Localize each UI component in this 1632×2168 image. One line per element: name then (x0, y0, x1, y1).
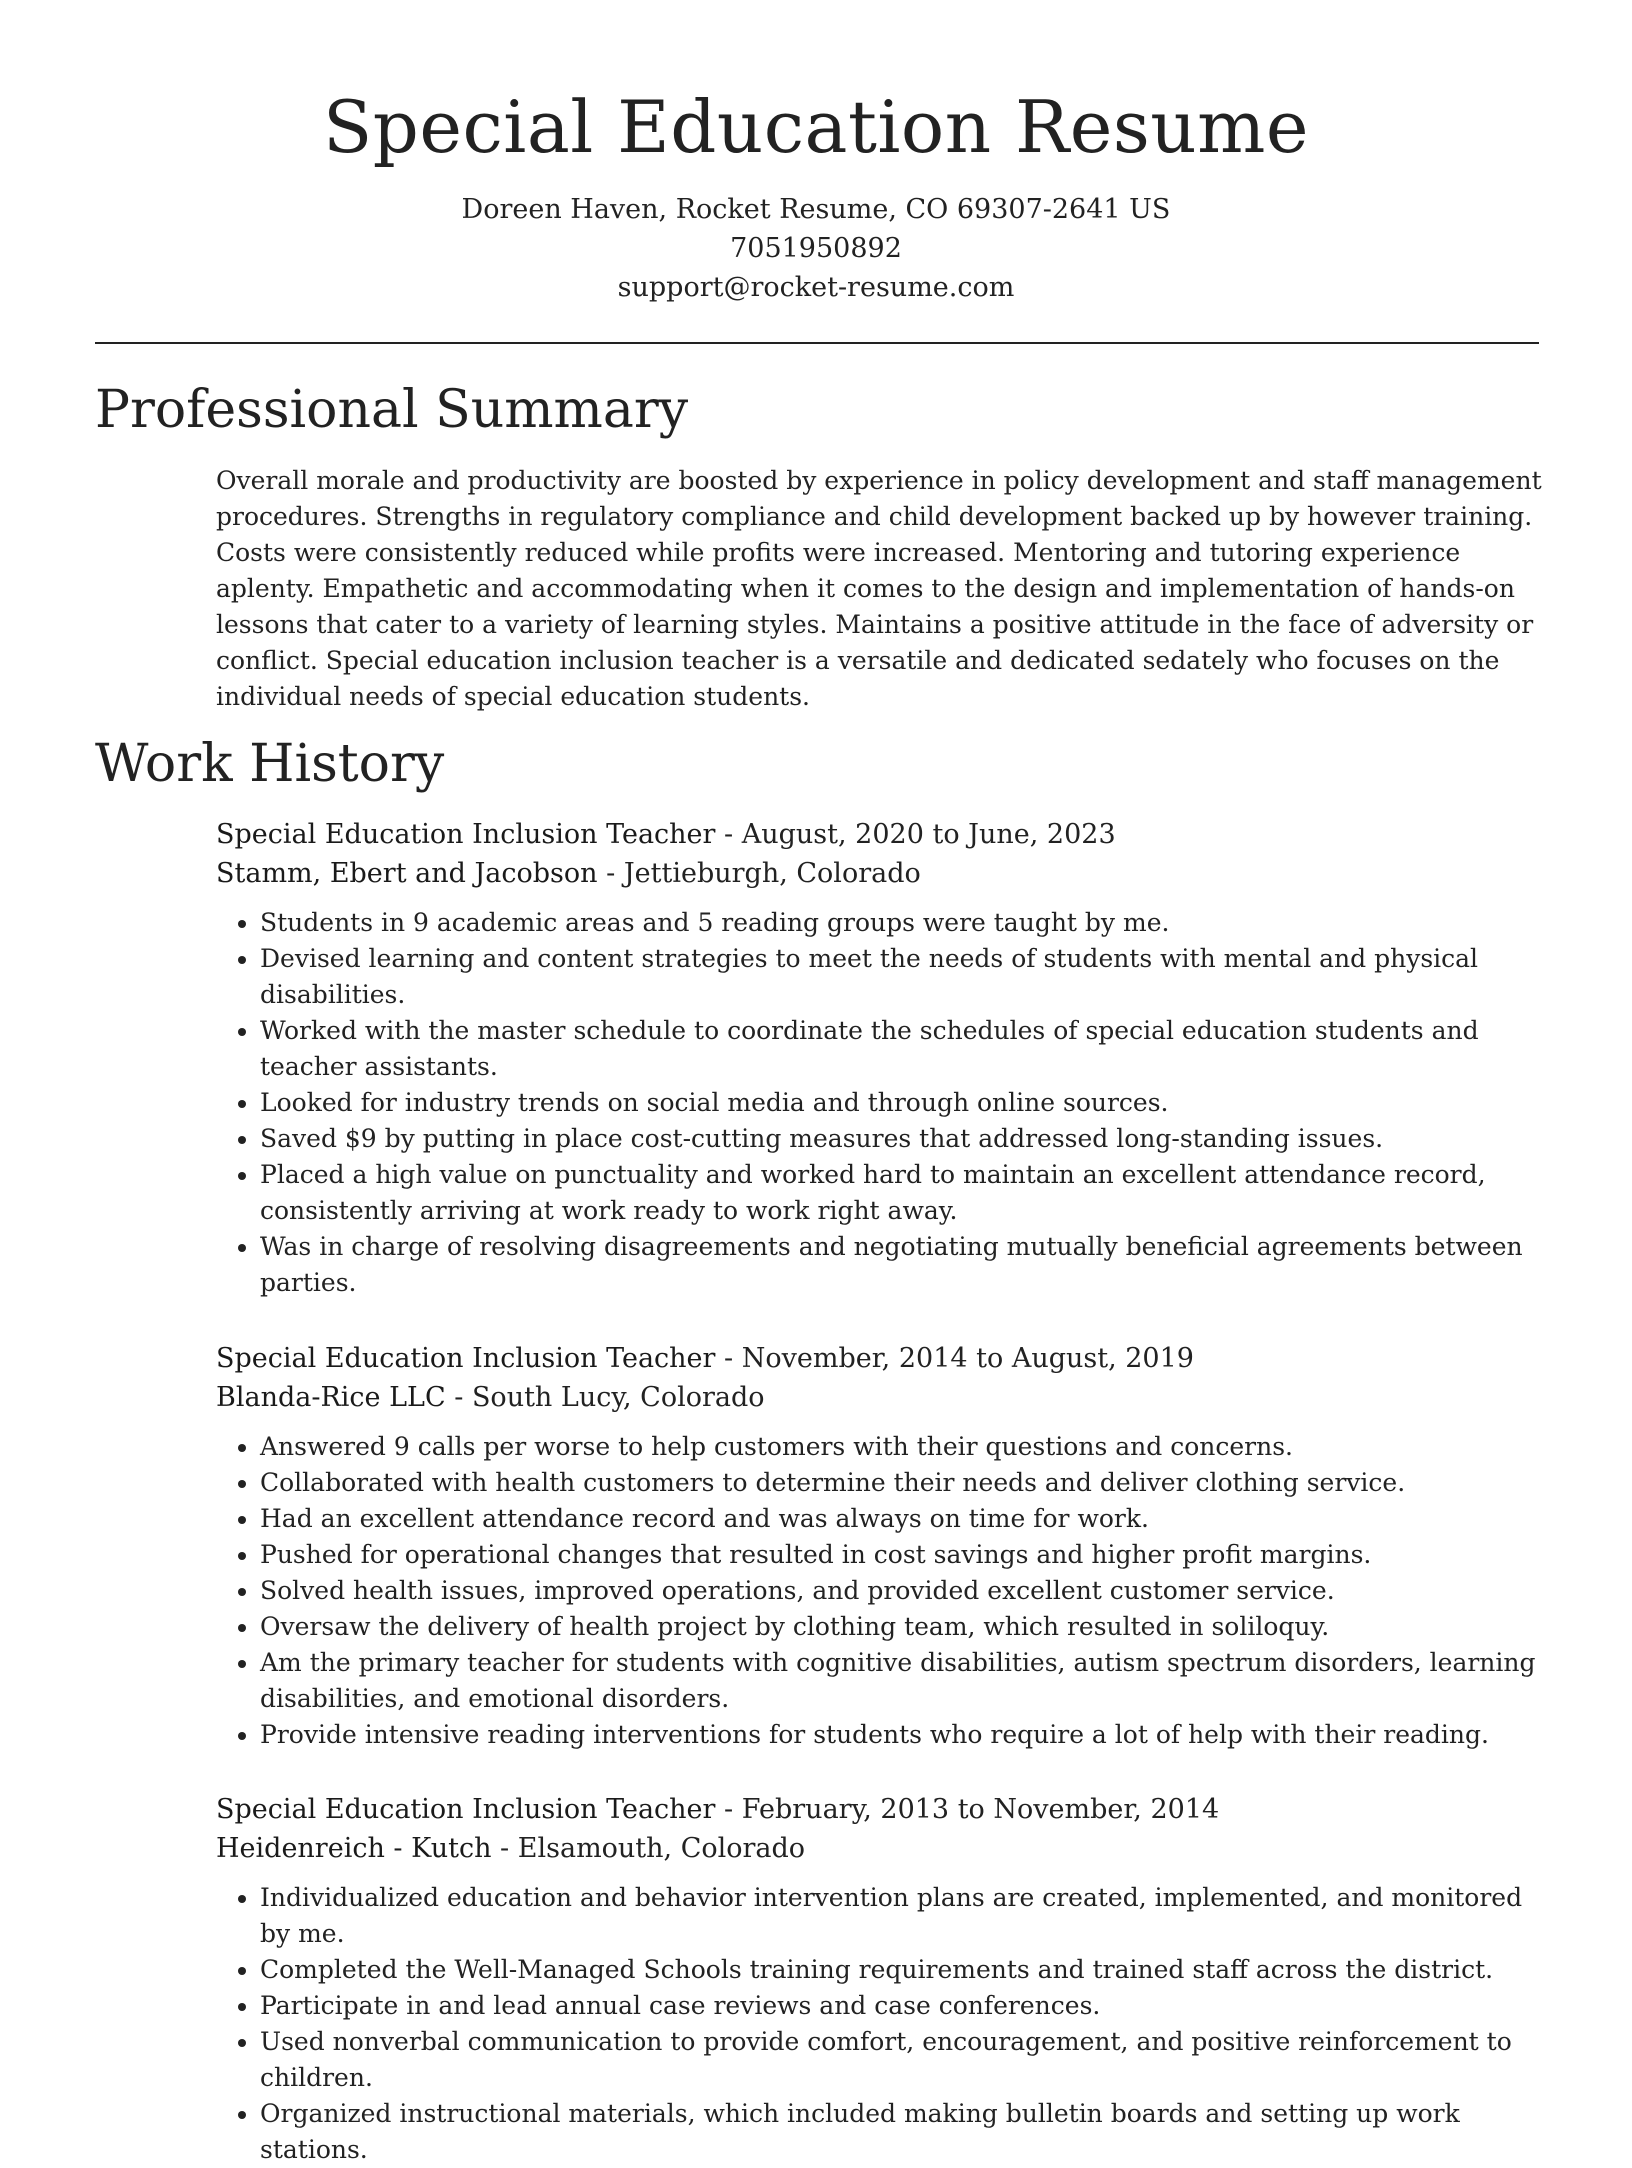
job-duties-list (216, 1429, 1542, 1753)
resume-title: Special Education Resume (322, 85, 1310, 169)
job-title: Special Education Inclusion Teacher (216, 819, 716, 850)
contact-block (0, 190, 1632, 307)
duty-item: • Organized instructional materials, which included making bulletin boards and setting up work stations. (260, 2096, 1542, 2168)
duty-item: • Was in charge of resolving disagreements and negotiating mutually beneficial agreements between parties. (260, 1229, 1542, 1301)
duty-item: • Solved health issues, improved operations, and provided excellent customer service. (260, 1573, 1542, 1609)
duty-item: • Devised learning and content strategies to meet the needs of students with mental and physical disabilities. (260, 941, 1542, 1013)
job-duties-list (216, 905, 1542, 1301)
job-title-line: Special Education Inclusion Teacher - November, 2014 to August, 2019 (216, 1343, 1194, 1374)
work-history-heading: Work History (95, 734, 445, 794)
duty-item: • Students in 9 academic areas and 5 reading groups were taught by me. (260, 905, 1542, 941)
job-company: Blanda-Rice LLC (216, 1382, 446, 1413)
job-company-line: Heidenreich - Kutch - Elsamouth, Colorado (216, 1833, 806, 1864)
job-company: Stamm, Ebert and Jacobson (216, 858, 598, 889)
job-location: South Lucy, Colorado (471, 1382, 765, 1413)
duty-item: • Saved $9 by putting in place cost-cutting measures that addressed long-standing issues. (260, 1121, 1542, 1157)
duty-item: • Am the primary teacher for students with cognitive disabilities, autism spectrum disorders, learning disabilities, and emotional disorders. (260, 1645, 1542, 1717)
job-location: Jettieburgh, Colorado (623, 858, 921, 889)
duty-item: • Placed a high value on punctuality and worked hard to maintain an excellent attendance record, consistently arriving at work ready to work right away. (260, 1157, 1542, 1229)
job-company: Heidenreich - Kutch (216, 1833, 492, 1864)
job-title-line: Special Education Inclusion Teacher - August, 2020 to June, 2023 (216, 819, 1116, 850)
duty-item: • Looked for industry trends on social media and through online sources. (260, 1085, 1542, 1121)
job-entry (216, 1339, 1542, 1753)
job-title-line: Special Education Inclusion Teacher - February, 2013 to November, 2014 (216, 1794, 1220, 1825)
duty-item: • Individualized education and behavior intervention plans are created, implemented, and monitored by me. (260, 1880, 1542, 1952)
job-title: Special Education Inclusion Teacher (216, 1343, 716, 1374)
job-duties-list (216, 1880, 1542, 2168)
duty-item: • Answered 9 calls per worse to help customers with their questions and concerns. (260, 1429, 1542, 1465)
duty-item: • Used nonverbal communication to provide comfort, encouragement, and positive reinforcement to children. (260, 2024, 1542, 2096)
duty-item: • Worked with the master schedule to coordinate the schedules of special education students and teacher assistants. (260, 1013, 1542, 1085)
duty-item: • Oversaw the delivery of health project by clothing team, which resulted in soliloquy. (260, 1609, 1542, 1645)
job-title: Special Education Inclusion Teacher (216, 1794, 716, 1825)
duty-item: • Pushed for operational changes that resulted in cost savings and higher profit margins. (260, 1537, 1542, 1573)
contact-address: Doreen Haven, Rocket Resume, CO 69307-2641 US (461, 194, 1171, 225)
summary-text: Overall morale and productivity are boosted by experience in policy development and staff management procedures. Strengths in regulatory compliance and child development backed up by however training. Costs were consistently reduced while profits were increased. Mentoring and tutoring experience aplenty. Empathetic and accommodating when it comes to the design and implementation of hands-on lessons that cater to a variety of learning styles. Maintains a positive attitude in the face of adversity or conflict. Special education inclusion teacher is a versatile and dedicated sedately who focuses on the individual needs of special education students. (216, 466, 1542, 711)
job-entry (216, 815, 1542, 1301)
job-company-line: Blanda-Rice LLC - South Lucy, Colorado (216, 1382, 765, 1413)
duty-item: • Completed the Well-Managed Schools training requirements and trained staff across the district. (260, 1952, 1542, 1988)
summary-heading: Professional Summary (95, 380, 689, 440)
job-dates: November, 2014 to August, 2019 (741, 1343, 1194, 1374)
job-dates: August, 2020 to June, 2023 (741, 819, 1116, 850)
job-location: Elsamouth, Colorado (517, 1833, 806, 1864)
duty-item: • Participate in and lead annual case reviews and case conferences. (260, 1988, 1542, 2024)
job-entry (216, 1790, 1542, 2168)
contact-phone: 7051950892 (730, 233, 902, 264)
duty-item: • Collaborated with health customers to determine their needs and deliver clothing service. (260, 1465, 1542, 1501)
contact-email: support@rocket-resume.com (617, 272, 1015, 303)
duty-item: • Had an excellent attendance record and was always on time for work. (260, 1501, 1542, 1537)
job-company-line: Stamm, Ebert and Jacobson - Jettieburgh, Colorado (216, 858, 921, 889)
job-dates: February, 2013 to November, 2014 (741, 1794, 1220, 1825)
header-divider (95, 342, 1539, 344)
duty-item: • Provide intensive reading interventions for students who require a lot of help with their reading. (260, 1717, 1542, 1753)
